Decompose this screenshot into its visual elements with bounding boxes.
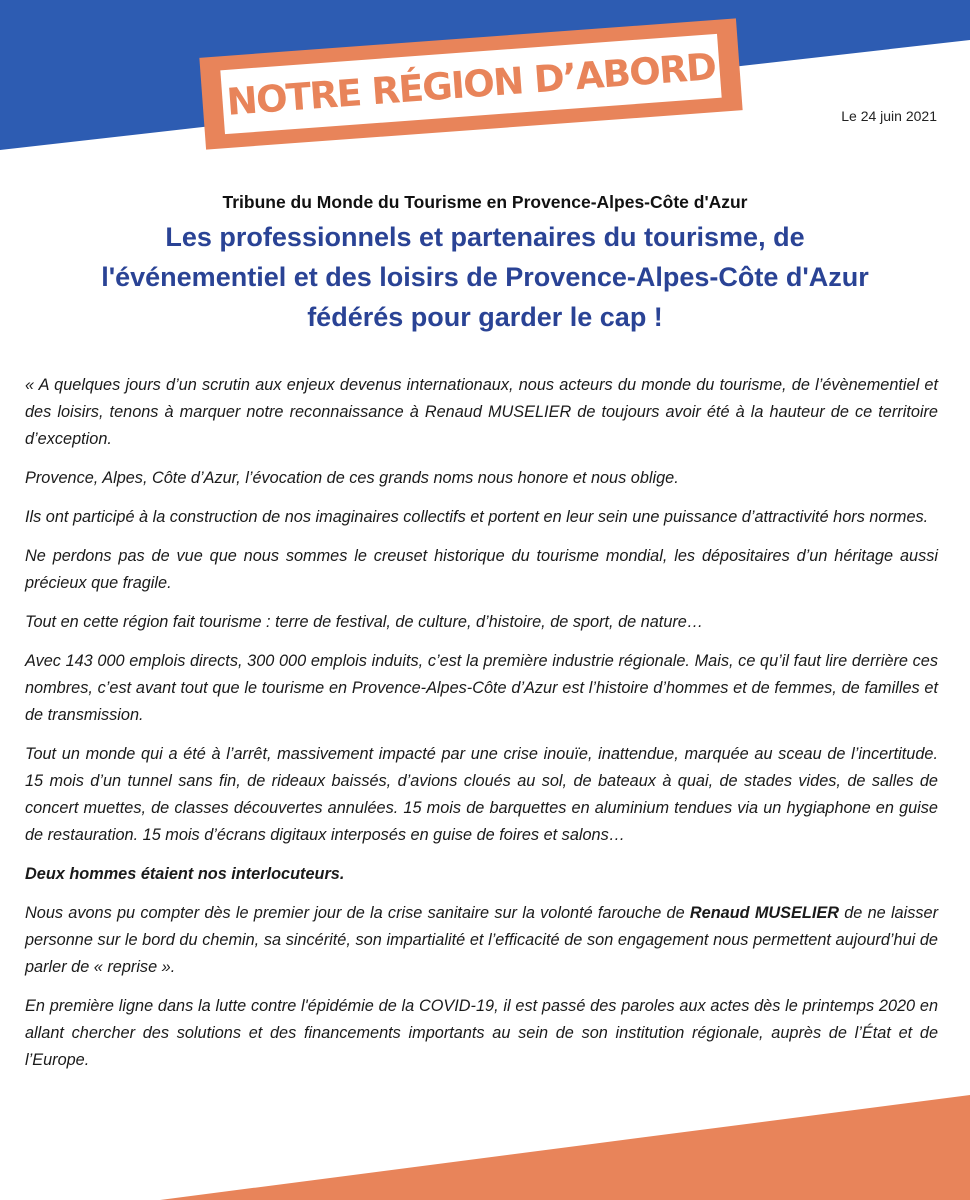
paragraph-6: Avec 143 000 emplois directs, 300 000 emplois induits, c’est la première industrie régionale. Mais, ce qu’il faut lire derrière ces nombres, c’est avant tout que le tourisme en Provence-Alpes-Côte d’Azur est l’histoire d’hommes et de femmes, de familles et de transmission. [25, 652, 938, 724]
paragraph-10: En première ligne dans la lutte contre l'épidémie de la COVID-19, il est passé des paroles aux actes dès le printemps 2020 en allant chercher des solutions et des financements importants au sein de son institution régionale, auprès de l’État et de l’Europe. [25, 997, 938, 1069]
headline-line-2: l'événementiel et des loisirs de Provence-Alpes-Côte d'Azur [101, 262, 869, 292]
paragraph-9-end: de ne laisser personne sur le bord du chemin, sa sincérité, son impartialité et l’efficacité de son engagement nous permettent aujourd’hui de parler de « reprise ». [25, 904, 938, 976]
paragraph-9-start: Nous avons pu compter dès le premier jour de la crise sanitaire sur la volonté farouche de [25, 904, 690, 922]
paragraph-2: Provence, Alpes, Côte d’Azur, l’évocation de ces grands noms nous honore et nous oblige. [25, 469, 679, 487]
paragraph-9-name: Renaud MUSELIER [689, 904, 839, 922]
paragraph-5: Tout en cette région fait tourisme : terre de festival, de culture, d’histoire, de sport, de nature… [25, 613, 704, 631]
article-body [25, 372, 938, 1086]
paragraph-3: Ils ont participé à la construction de nos imaginaires collectifs et portent en leur sein une puissance d’attractivité hors normes. [25, 508, 929, 526]
paragraph-8: Deux hommes étaient nos interlocuteurs. [25, 865, 345, 883]
logo-text: NOTRE RÉGION D’ABORD [225, 44, 717, 124]
paragraph-9 [25, 900, 938, 981]
paragraph-7: Tout un monde qui a été à l’arrêt, massivement impacté par une crise inouïe, inattendue, marquée au sceau de l’incertitude. 15 mois d’un tunnel sans fin, de rideaux baissés, d’avions cloués au sol, de bateaux à quai, de stades vides, de salles de concert muettes, de classes découvertes annulées. 15 mois de barquettes en aluminium tendues via un hygiaphone en guise de restauration. 15 mois d’écrans digitaux interposés en guise de foires et salons… [25, 745, 938, 844]
paragraph-1: « A quelques jours d’un scrutin aux enjeux devenus internationaux, nous acteurs du monde du tourisme, de l’évènementiel et des loisirs, tenons à marquer notre reconnaissance à Renaud MUSELIER de toujours avoir été à la hauteur de ce territoire d’exception. [25, 376, 938, 448]
headline-line-1: Les professionnels et partenaires du tourisme, de [165, 222, 805, 252]
paragraph-4: Ne perdons pas de vue que nous sommes le creuset historique du tourisme mondial, les dépositaires d’un héritage aussi précieux que fragile. [25, 547, 938, 592]
headline [40, 217, 930, 337]
subtitle: Tribune du Monde du Tourisme en Provence-Alpes-Côte d'Azur [222, 192, 748, 212]
headline-line-3: fédérés pour garder le cap ! [307, 302, 663, 332]
document-date: Le 24 juin 2021 [841, 108, 937, 124]
